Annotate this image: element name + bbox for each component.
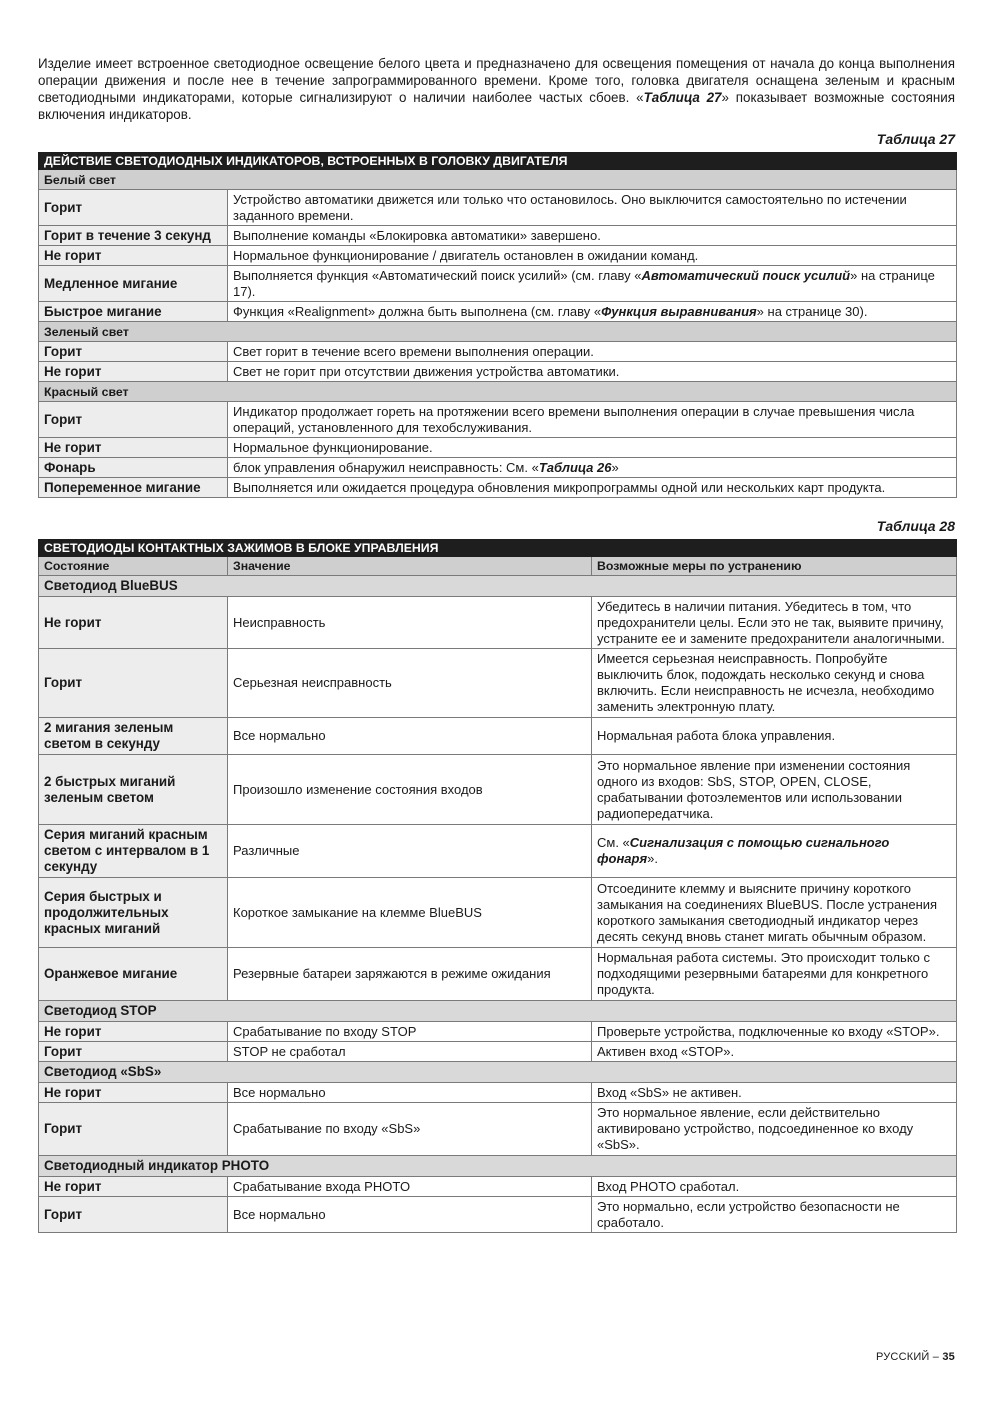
table-row: Серия быстрых и продолжительных красных миганий Короткое замыкание на клемме BlueBUS Отсоедините клемму и выясните причину короткого замыкания на соединениях BlueBUS. После устранения короткого замыкания светодиодный индикатор через десять секунд вновь станет мигать обычным образом.	[39, 878, 957, 948]
section-stop: Светодиод STOP	[39, 1001, 957, 1022]
table-row: Не горит Свет не горит при отсутствии движения устройства автоматики.	[39, 362, 957, 382]
table-row: Горит Свет горит в течение всего времени выполнения операции.	[39, 342, 957, 362]
table-row: 2 мигания зеленым светом в секунду Все нормально Нормальная работа блока управления.	[39, 718, 957, 755]
table-row: Не горит Все нормально Вход «SbS» не активен.	[39, 1083, 957, 1103]
section-white: Белый свет	[39, 170, 957, 190]
table-row: Оранжевое мигание Резервные батареи заряжаются в режиме ожидания Нормальная работа системы. Это происходит только с подходящими резервными батареями для конкретного продукта.	[39, 948, 957, 1001]
table-row: Горит Срабатывание по входу «SbS» Это нормальное явление, если действительно активировано устройство, подсоединенное ко входу «SbS».	[39, 1103, 957, 1156]
table-row: Попеременное мигание Выполняется или ожидается процедура обновления микропрограммы одной или нескольких карт продукта.	[39, 478, 957, 498]
table-row: 2 быстрых миганий зеленым светом Произошло изменение состояния входов Это нормальное явление при изменении состояния одного из входов: SbS, STOP, OPEN, CLOSE, срабатывании фотоэлементов или использовании радиопередатчика.	[39, 755, 957, 825]
table27-caption: Таблица 27	[876, 131, 955, 147]
section-bluebus: Светодиод BlueBUS	[39, 576, 957, 597]
table-row: Горит Серьезная неисправность Имеется серьезная неисправность. Попробуйте выключить блок, подождать несколько секунд и снова включить. Если неисправность не исчезла, необходимо заменить электронную плату.	[39, 649, 957, 718]
column-headers	[39, 557, 957, 576]
table-ref: Таблица 27	[643, 90, 722, 105]
table28-caption: Таблица 28	[876, 518, 955, 534]
table-row: Не горит Нормальное функционирование / двигатель остановлен в ожидании команд.	[39, 246, 957, 266]
table-row: Быстрое мигание Функция «Realignment» должна быть выполнена (см. главу «Функция выравнивания» на странице 30).	[39, 302, 957, 322]
table-row: Не горит Срабатывание входа PHOTO Вход PHOTO сработал.	[39, 1177, 957, 1197]
table-row: Медленное мигание Выполняется функция «Автоматический поиск усилий» (см. главу «Автоматический поиск усилий» на странице 17).	[39, 266, 957, 302]
table27	[38, 152, 957, 498]
table-row: Горит в течение 3 секунд Выполнение команды «Блокировка автоматики» завершено.	[39, 226, 957, 246]
table-row: Не горит Срабатывание по входу STOP Проверьте устройства, подключенные ко входу «STOP».	[39, 1022, 957, 1042]
col-meaning: Значение	[228, 557, 592, 576]
section-green: Зеленый свет	[39, 322, 957, 342]
table-row: Горит Все нормально Это нормально, если устройство безопасности не сработало.	[39, 1197, 957, 1233]
table-row: Не горит Неисправность Убедитесь в наличии питания. Убедитесь в том, что предохранители целы. Если это не так, выявите причину, устраните ее и замените предохранители аналогичными.	[39, 597, 957, 649]
table-row: Не горит Нормальное функционирование.	[39, 438, 957, 458]
intro-paragraph: Изделие имеет встроенное светодиодное освещение белого цвета и предназначено для освещения помещения от начала до конца выполнения операции движения и после нее в течение запрограммированного времени. Кроме того, головка двигателя оснащена зеленым и красным светодиодными индикаторами, которые сигнализируют о наличии наиболее частых сбоев. «Таблица 27» показывает возможные состояния включения индикаторов.	[38, 56, 955, 122]
table-row: Горит Индикатор продолжает гореть на протяжении всего времени выполнения операции в случае превышения числа операций, установленного для техобслуживания.	[39, 402, 957, 438]
page-footer	[876, 1351, 955, 1363]
table-row: Горит Устройство автоматики движется или только что остановилось. Оно выключится самостоятельно по истечении заданного времени.	[39, 190, 957, 226]
col-action: Возможные меры по устранению	[592, 557, 957, 576]
table27-header: ДЕЙСТВИЕ СВЕТОДИОДНЫХ ИНДИКАТОРОВ, ВСТРОЕННЫХ В ГОЛОВКУ ДВИГАТЕЛЯ	[39, 153, 957, 170]
col-state: Состояние	[39, 557, 228, 576]
table-row: Фонарь блок управления обнаружил неисправность: См. «Таблица 26»	[39, 458, 957, 478]
section-sbs: Светодиод «SbS»	[39, 1062, 957, 1083]
footer-language: РУССКИЙ –	[875, 1351, 943, 1363]
page-number: 35	[942, 1351, 955, 1363]
section-photo: Светодиодный индикатор PHOTO	[39, 1156, 957, 1177]
table28	[38, 539, 957, 1233]
section-red: Красный свет	[39, 382, 957, 402]
table28-header: СВЕТОДИОДЫ КОНТАКТНЫХ ЗАЖИМОВ В БЛОКЕ УПРАВЛЕНИЯ	[39, 540, 957, 557]
table-row: Горит STOP не сработал Активен вход «STOP».	[39, 1042, 957, 1062]
table-row: Серия миганий красным светом с интервалом в 1 секунду Различные См. «Сигнализация с помощью сигнального фонаря».	[39, 825, 957, 878]
